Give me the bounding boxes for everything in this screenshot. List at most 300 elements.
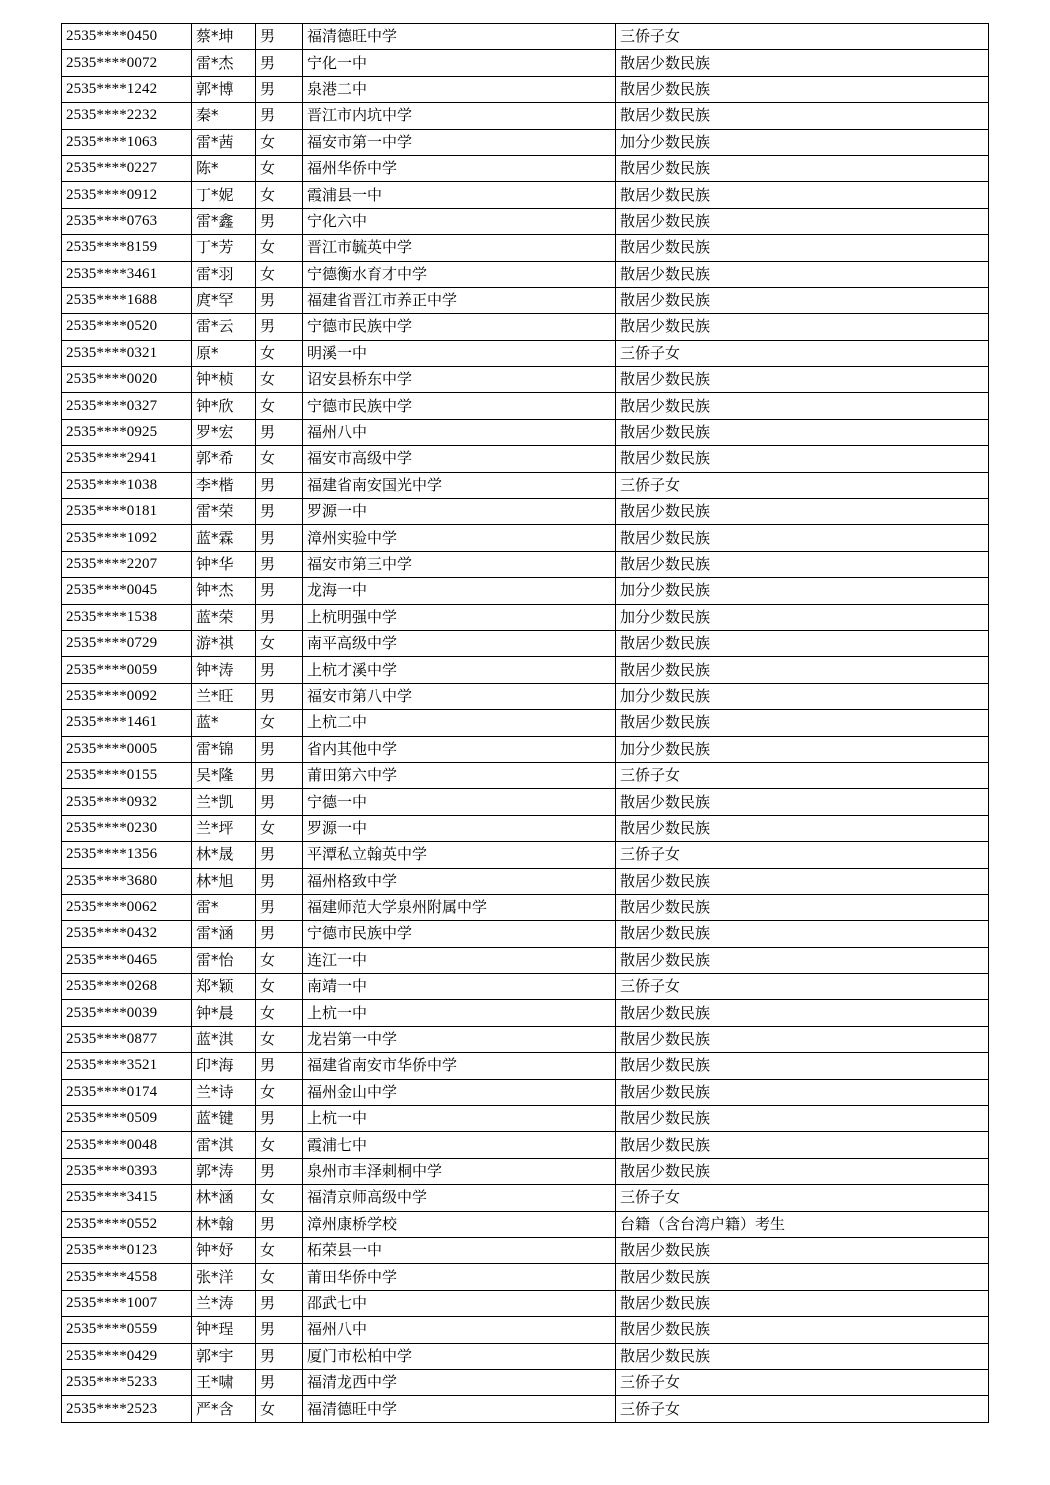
table-row xyxy=(62,894,989,920)
table-row xyxy=(62,1290,989,1316)
gender-cell: 男 xyxy=(256,657,303,683)
school-cell: 诏安县桥东中学 xyxy=(303,367,616,393)
category-cell: 三侨子女 xyxy=(616,762,989,788)
candidate-id-cell: 2535****4558 xyxy=(62,1264,192,1290)
category-cell: 散居少数民族 xyxy=(616,235,989,261)
candidate-id-cell: 2535****0559 xyxy=(62,1317,192,1343)
category-cell: 散居少数民族 xyxy=(616,393,989,419)
category-cell: 三侨子女 xyxy=(616,1185,989,1211)
candidate-id-cell: 2535****0155 xyxy=(62,762,192,788)
table-row xyxy=(62,974,989,1000)
school-cell: 漳州实验中学 xyxy=(303,525,616,551)
table-row xyxy=(62,24,989,50)
school-cell: 福建省晋江市养正中学 xyxy=(303,287,616,313)
category-cell: 三侨子女 xyxy=(616,1369,989,1395)
gender-cell: 女 xyxy=(256,1026,303,1052)
table-row xyxy=(62,1000,989,1026)
category-cell: 散居少数民族 xyxy=(616,1026,989,1052)
school-cell: 莆田华侨中学 xyxy=(303,1264,616,1290)
school-cell: 福建师范大学泉州附属中学 xyxy=(303,894,616,920)
category-cell: 加分少数民族 xyxy=(616,604,989,630)
category-cell: 散居少数民族 xyxy=(616,1290,989,1316)
table-row xyxy=(62,155,989,181)
table-row xyxy=(62,499,989,525)
name-cell: 钟*欣 xyxy=(192,393,256,419)
name-cell: 原* xyxy=(192,340,256,366)
category-cell: 加分少数民族 xyxy=(616,736,989,762)
category-cell: 散居少数民族 xyxy=(616,419,989,445)
gender-cell: 女 xyxy=(256,1185,303,1211)
gender-cell: 男 xyxy=(256,24,303,50)
gender-cell: 女 xyxy=(256,1396,303,1422)
name-cell: 陈* xyxy=(192,155,256,181)
name-cell: 雷*杰 xyxy=(192,50,256,76)
gender-cell: 男 xyxy=(256,789,303,815)
category-cell: 加分少数民族 xyxy=(616,578,989,604)
candidate-id-cell: 2535****1688 xyxy=(62,287,192,313)
table-row xyxy=(62,736,989,762)
school-cell: 福安市第八中学 xyxy=(303,683,616,709)
table-row xyxy=(62,551,989,577)
candidate-id-cell: 2535****0509 xyxy=(62,1106,192,1132)
category-cell: 散居少数民族 xyxy=(616,208,989,234)
name-cell: 雷*荣 xyxy=(192,499,256,525)
school-cell: 上杭一中 xyxy=(303,1000,616,1026)
table-row xyxy=(62,921,989,947)
roster-body xyxy=(62,24,989,1423)
candidate-id-cell: 2535****0520 xyxy=(62,314,192,340)
category-cell: 加分少数民族 xyxy=(616,129,989,155)
category-cell: 散居少数民族 xyxy=(616,789,989,815)
category-cell: 散居少数民族 xyxy=(616,103,989,129)
category-cell: 散居少数民族 xyxy=(616,76,989,102)
table-row xyxy=(62,314,989,340)
school-cell: 福建省南安市华侨中学 xyxy=(303,1053,616,1079)
category-cell: 三侨子女 xyxy=(616,842,989,868)
candidate-id-cell: 2535****0763 xyxy=(62,208,192,234)
candidate-id-cell: 2535****0932 xyxy=(62,789,192,815)
candidate-id-cell: 2535****0925 xyxy=(62,419,192,445)
name-cell: 钟*珵 xyxy=(192,1317,256,1343)
candidate-id-cell: 2535****0020 xyxy=(62,367,192,393)
school-cell: 霞浦七中 xyxy=(303,1132,616,1158)
candidate-id-cell: 2535****1092 xyxy=(62,525,192,551)
gender-cell: 女 xyxy=(256,235,303,261)
category-cell: 散居少数民族 xyxy=(616,1237,989,1263)
candidate-id-cell: 2535****0912 xyxy=(62,182,192,208)
category-cell: 散居少数民族 xyxy=(616,1264,989,1290)
name-cell: 钟*华 xyxy=(192,551,256,577)
school-cell: 宁德市民族中学 xyxy=(303,393,616,419)
candidate-id-cell: 2535****0552 xyxy=(62,1211,192,1237)
gender-cell: 男 xyxy=(256,287,303,313)
candidate-id-cell: 2535****0062 xyxy=(62,894,192,920)
candidate-id-cell: 2535****0465 xyxy=(62,947,192,973)
name-cell: 钟*涛 xyxy=(192,657,256,683)
name-cell: 雷*羽 xyxy=(192,261,256,287)
candidate-id-cell: 2535****1461 xyxy=(62,710,192,736)
gender-cell: 女 xyxy=(256,261,303,287)
table-row xyxy=(62,1343,989,1369)
category-cell: 三侨子女 xyxy=(616,974,989,1000)
name-cell: 张*洋 xyxy=(192,1264,256,1290)
school-cell: 罗源一中 xyxy=(303,499,616,525)
gender-cell: 男 xyxy=(256,208,303,234)
school-cell: 上杭才溪中学 xyxy=(303,657,616,683)
school-cell: 宁德衡水育才中学 xyxy=(303,261,616,287)
candidate-id-cell: 2535****0005 xyxy=(62,736,192,762)
name-cell: 郭*宇 xyxy=(192,1343,256,1369)
candidate-id-cell: 2535****8159 xyxy=(62,235,192,261)
table-row xyxy=(62,1053,989,1079)
name-cell: 游*祺 xyxy=(192,630,256,656)
candidate-id-cell: 2535****2523 xyxy=(62,1396,192,1422)
candidate-id-cell: 2535****0059 xyxy=(62,657,192,683)
candidate-id-cell: 2535****0432 xyxy=(62,921,192,947)
candidate-id-cell: 2535****0429 xyxy=(62,1343,192,1369)
name-cell: 郭*涛 xyxy=(192,1158,256,1184)
candidate-id-cell: 2535****0268 xyxy=(62,974,192,1000)
candidate-id-cell: 2535****3521 xyxy=(62,1053,192,1079)
category-cell: 散居少数民族 xyxy=(616,155,989,181)
name-cell: 蓝*键 xyxy=(192,1106,256,1132)
name-cell: 严*含 xyxy=(192,1396,256,1422)
name-cell: 林*翰 xyxy=(192,1211,256,1237)
school-cell: 福安市高级中学 xyxy=(303,446,616,472)
category-cell: 散居少数民族 xyxy=(616,50,989,76)
gender-cell: 男 xyxy=(256,1053,303,1079)
gender-cell: 男 xyxy=(256,1211,303,1237)
category-cell: 加分少数民族 xyxy=(616,683,989,709)
school-cell: 泉州市丰泽刺桐中学 xyxy=(303,1158,616,1184)
gender-cell: 男 xyxy=(256,868,303,894)
candidate-id-cell: 2535****0092 xyxy=(62,683,192,709)
category-cell: 散居少数民族 xyxy=(616,1158,989,1184)
name-cell: 雷*淇 xyxy=(192,1132,256,1158)
name-cell: 蓝*荣 xyxy=(192,604,256,630)
category-cell: 散居少数民族 xyxy=(616,657,989,683)
candidate-id-cell: 2535****0327 xyxy=(62,393,192,419)
category-cell: 三侨子女 xyxy=(616,24,989,50)
table-row xyxy=(62,1211,989,1237)
name-cell: 雷*锦 xyxy=(192,736,256,762)
candidate-id-cell: 2535****0877 xyxy=(62,1026,192,1052)
school-cell: 宁德一中 xyxy=(303,789,616,815)
name-cell: 雷*茜 xyxy=(192,129,256,155)
school-cell: 宁化六中 xyxy=(303,208,616,234)
school-cell: 福州八中 xyxy=(303,419,616,445)
gender-cell: 女 xyxy=(256,446,303,472)
candidate-id-cell: 2535****0729 xyxy=(62,630,192,656)
table-row xyxy=(62,129,989,155)
gender-cell: 男 xyxy=(256,1343,303,1369)
school-cell: 平潭私立翰英中学 xyxy=(303,842,616,868)
candidate-id-cell: 2535****0393 xyxy=(62,1158,192,1184)
school-cell: 莆田第六中学 xyxy=(303,762,616,788)
gender-cell: 男 xyxy=(256,472,303,498)
name-cell: 郭*博 xyxy=(192,76,256,102)
table-row xyxy=(62,710,989,736)
gender-cell: 男 xyxy=(256,762,303,788)
table-row xyxy=(62,103,989,129)
name-cell: 王*啸 xyxy=(192,1369,256,1395)
gender-cell: 女 xyxy=(256,974,303,1000)
table-row xyxy=(62,1396,989,1422)
school-cell: 宁化一中 xyxy=(303,50,616,76)
table-row xyxy=(62,393,989,419)
gender-cell: 男 xyxy=(256,1158,303,1184)
table-row xyxy=(62,815,989,841)
table-row xyxy=(62,1106,989,1132)
gender-cell: 男 xyxy=(256,525,303,551)
gender-cell: 女 xyxy=(256,1000,303,1026)
roster-table xyxy=(61,23,989,1423)
gender-cell: 男 xyxy=(256,103,303,129)
candidate-id-cell: 2535****0174 xyxy=(62,1079,192,1105)
school-cell: 邵武七中 xyxy=(303,1290,616,1316)
name-cell: 丁*芳 xyxy=(192,235,256,261)
name-cell: 蓝*淇 xyxy=(192,1026,256,1052)
table-row xyxy=(62,1026,989,1052)
category-cell: 台籍（含台湾户籍）考生 xyxy=(616,1211,989,1237)
school-cell: 福安市第三中学 xyxy=(303,551,616,577)
name-cell: 兰*旺 xyxy=(192,683,256,709)
gender-cell: 男 xyxy=(256,736,303,762)
table-row xyxy=(62,50,989,76)
candidate-id-cell: 2535****3415 xyxy=(62,1185,192,1211)
gender-cell: 女 xyxy=(256,710,303,736)
category-cell: 散居少数民族 xyxy=(616,314,989,340)
gender-cell: 男 xyxy=(256,921,303,947)
table-row xyxy=(62,76,989,102)
category-cell: 三侨子女 xyxy=(616,472,989,498)
candidate-id-cell: 2535****2941 xyxy=(62,446,192,472)
name-cell: 雷*鑫 xyxy=(192,208,256,234)
name-cell: 李*楷 xyxy=(192,472,256,498)
school-cell: 福州格致中学 xyxy=(303,868,616,894)
candidate-id-cell: 2535****0039 xyxy=(62,1000,192,1026)
table-row xyxy=(62,340,989,366)
school-cell: 龙海一中 xyxy=(303,578,616,604)
gender-cell: 女 xyxy=(256,393,303,419)
name-cell: 郑*颖 xyxy=(192,974,256,1000)
gender-cell: 男 xyxy=(256,1317,303,1343)
school-cell: 晋江市内坑中学 xyxy=(303,103,616,129)
school-cell: 明溪一中 xyxy=(303,340,616,366)
category-cell: 散居少数民族 xyxy=(616,868,989,894)
category-cell: 散居少数民族 xyxy=(616,1317,989,1343)
name-cell: 兰*涛 xyxy=(192,1290,256,1316)
table-row xyxy=(62,208,989,234)
school-cell: 福建省南安国光中学 xyxy=(303,472,616,498)
gender-cell: 女 xyxy=(256,947,303,973)
gender-cell: 女 xyxy=(256,1132,303,1158)
category-cell: 散居少数民族 xyxy=(616,1132,989,1158)
candidate-id-cell: 2535****0045 xyxy=(62,578,192,604)
table-row xyxy=(62,367,989,393)
candidate-id-cell: 2535****0072 xyxy=(62,50,192,76)
name-cell: 雷*云 xyxy=(192,314,256,340)
school-cell: 罗源一中 xyxy=(303,815,616,841)
school-cell: 福清龙西中学 xyxy=(303,1369,616,1395)
gender-cell: 男 xyxy=(256,50,303,76)
category-cell: 散居少数民族 xyxy=(616,894,989,920)
school-cell: 福州金山中学 xyxy=(303,1079,616,1105)
category-cell: 散居少数民族 xyxy=(616,446,989,472)
table-row xyxy=(62,1158,989,1184)
school-cell: 龙岩第一中学 xyxy=(303,1026,616,1052)
table-row xyxy=(62,789,989,815)
category-cell: 散居少数民族 xyxy=(616,287,989,313)
gender-cell: 男 xyxy=(256,894,303,920)
school-cell: 连江一中 xyxy=(303,947,616,973)
school-cell: 福安市第一中学 xyxy=(303,129,616,155)
category-cell: 散居少数民族 xyxy=(616,630,989,656)
table-row xyxy=(62,1237,989,1263)
name-cell: 钟*妤 xyxy=(192,1237,256,1263)
candidate-id-cell: 2535****0321 xyxy=(62,340,192,366)
gender-cell: 女 xyxy=(256,630,303,656)
gender-cell: 男 xyxy=(256,419,303,445)
school-cell: 厦门市松柏中学 xyxy=(303,1343,616,1369)
gender-cell: 男 xyxy=(256,578,303,604)
category-cell: 散居少数民族 xyxy=(616,815,989,841)
category-cell: 散居少数民族 xyxy=(616,1106,989,1132)
candidate-id-cell: 2535****5233 xyxy=(62,1369,192,1395)
table-row xyxy=(62,472,989,498)
school-cell: 漳州康桥学校 xyxy=(303,1211,616,1237)
school-cell: 省内其他中学 xyxy=(303,736,616,762)
gender-cell: 女 xyxy=(256,182,303,208)
candidate-id-cell: 2535****1063 xyxy=(62,129,192,155)
table-row xyxy=(62,1369,989,1395)
category-cell: 散居少数民族 xyxy=(616,261,989,287)
name-cell: 钟*晨 xyxy=(192,1000,256,1026)
name-cell: 兰*诗 xyxy=(192,1079,256,1105)
school-cell: 福州八中 xyxy=(303,1317,616,1343)
category-cell: 散居少数民族 xyxy=(616,921,989,947)
gender-cell: 女 xyxy=(256,1079,303,1105)
name-cell: 兰*坪 xyxy=(192,815,256,841)
gender-cell: 男 xyxy=(256,683,303,709)
name-cell: 林*旭 xyxy=(192,868,256,894)
table-row xyxy=(62,1185,989,1211)
table-row xyxy=(62,842,989,868)
candidate-id-cell: 2535****0450 xyxy=(62,24,192,50)
candidate-id-cell: 2535****1007 xyxy=(62,1290,192,1316)
table-row xyxy=(62,261,989,287)
table-row xyxy=(62,578,989,604)
name-cell: 钟*杰 xyxy=(192,578,256,604)
gender-cell: 女 xyxy=(256,367,303,393)
category-cell: 三侨子女 xyxy=(616,1396,989,1422)
school-cell: 上杭明强中学 xyxy=(303,604,616,630)
school-cell: 霞浦县一中 xyxy=(303,182,616,208)
name-cell: 林*涵 xyxy=(192,1185,256,1211)
candidate-id-cell: 2535****0181 xyxy=(62,499,192,525)
gender-cell: 女 xyxy=(256,1264,303,1290)
category-cell: 散居少数民族 xyxy=(616,1079,989,1105)
name-cell: 蓝*霖 xyxy=(192,525,256,551)
table-row xyxy=(62,1317,989,1343)
table-row xyxy=(62,947,989,973)
name-cell: 庹*罕 xyxy=(192,287,256,313)
gender-cell: 男 xyxy=(256,604,303,630)
name-cell: 吴*隆 xyxy=(192,762,256,788)
category-cell: 散居少数民族 xyxy=(616,499,989,525)
category-cell: 散居少数民族 xyxy=(616,710,989,736)
table-row xyxy=(62,419,989,445)
category-cell: 散居少数民族 xyxy=(616,525,989,551)
name-cell: 雷*涵 xyxy=(192,921,256,947)
gender-cell: 男 xyxy=(256,1369,303,1395)
name-cell: 雷* xyxy=(192,894,256,920)
name-cell: 印*海 xyxy=(192,1053,256,1079)
name-cell: 罗*宏 xyxy=(192,419,256,445)
table-row xyxy=(62,525,989,551)
school-cell: 南平高级中学 xyxy=(303,630,616,656)
candidate-id-cell: 2535****0230 xyxy=(62,815,192,841)
category-cell: 散居少数民族 xyxy=(616,551,989,577)
candidate-id-cell: 2535****0227 xyxy=(62,155,192,181)
school-cell: 上杭一中 xyxy=(303,1106,616,1132)
category-cell: 散居少数民族 xyxy=(616,182,989,208)
school-cell: 南靖一中 xyxy=(303,974,616,1000)
table-row xyxy=(62,657,989,683)
candidate-id-cell: 2535****0048 xyxy=(62,1132,192,1158)
name-cell: 丁*妮 xyxy=(192,182,256,208)
candidate-id-cell: 2535****1242 xyxy=(62,76,192,102)
name-cell: 蔡*坤 xyxy=(192,24,256,50)
candidate-id-cell: 2535****1038 xyxy=(62,472,192,498)
table-row xyxy=(62,630,989,656)
table-row xyxy=(62,287,989,313)
table-row xyxy=(62,604,989,630)
gender-cell: 女 xyxy=(256,129,303,155)
gender-cell: 男 xyxy=(256,1290,303,1316)
table-row xyxy=(62,182,989,208)
table-row xyxy=(62,762,989,788)
name-cell: 郭*希 xyxy=(192,446,256,472)
name-cell: 兰*凯 xyxy=(192,789,256,815)
school-cell: 福清京师高级中学 xyxy=(303,1185,616,1211)
gender-cell: 男 xyxy=(256,551,303,577)
gender-cell: 男 xyxy=(256,842,303,868)
gender-cell: 男 xyxy=(256,314,303,340)
name-cell: 雷*怡 xyxy=(192,947,256,973)
name-cell: 林*晟 xyxy=(192,842,256,868)
category-cell: 散居少数民族 xyxy=(616,367,989,393)
name-cell: 秦* xyxy=(192,103,256,129)
school-cell: 晋江市毓英中学 xyxy=(303,235,616,261)
gender-cell: 男 xyxy=(256,1106,303,1132)
gender-cell: 男 xyxy=(256,499,303,525)
category-cell: 三侨子女 xyxy=(616,340,989,366)
candidate-id-cell: 2535****2232 xyxy=(62,103,192,129)
category-cell: 散居少数民族 xyxy=(616,1343,989,1369)
school-cell: 宁德市民族中学 xyxy=(303,921,616,947)
gender-cell: 男 xyxy=(256,76,303,102)
table-row xyxy=(62,868,989,894)
table-row xyxy=(62,235,989,261)
table-row xyxy=(62,1264,989,1290)
gender-cell: 女 xyxy=(256,340,303,366)
school-cell: 福清德旺中学 xyxy=(303,1396,616,1422)
candidate-id-cell: 2535****0123 xyxy=(62,1237,192,1263)
candidate-id-cell: 2535****3461 xyxy=(62,261,192,287)
candidate-id-cell: 2535****2207 xyxy=(62,551,192,577)
category-cell: 散居少数民族 xyxy=(616,947,989,973)
